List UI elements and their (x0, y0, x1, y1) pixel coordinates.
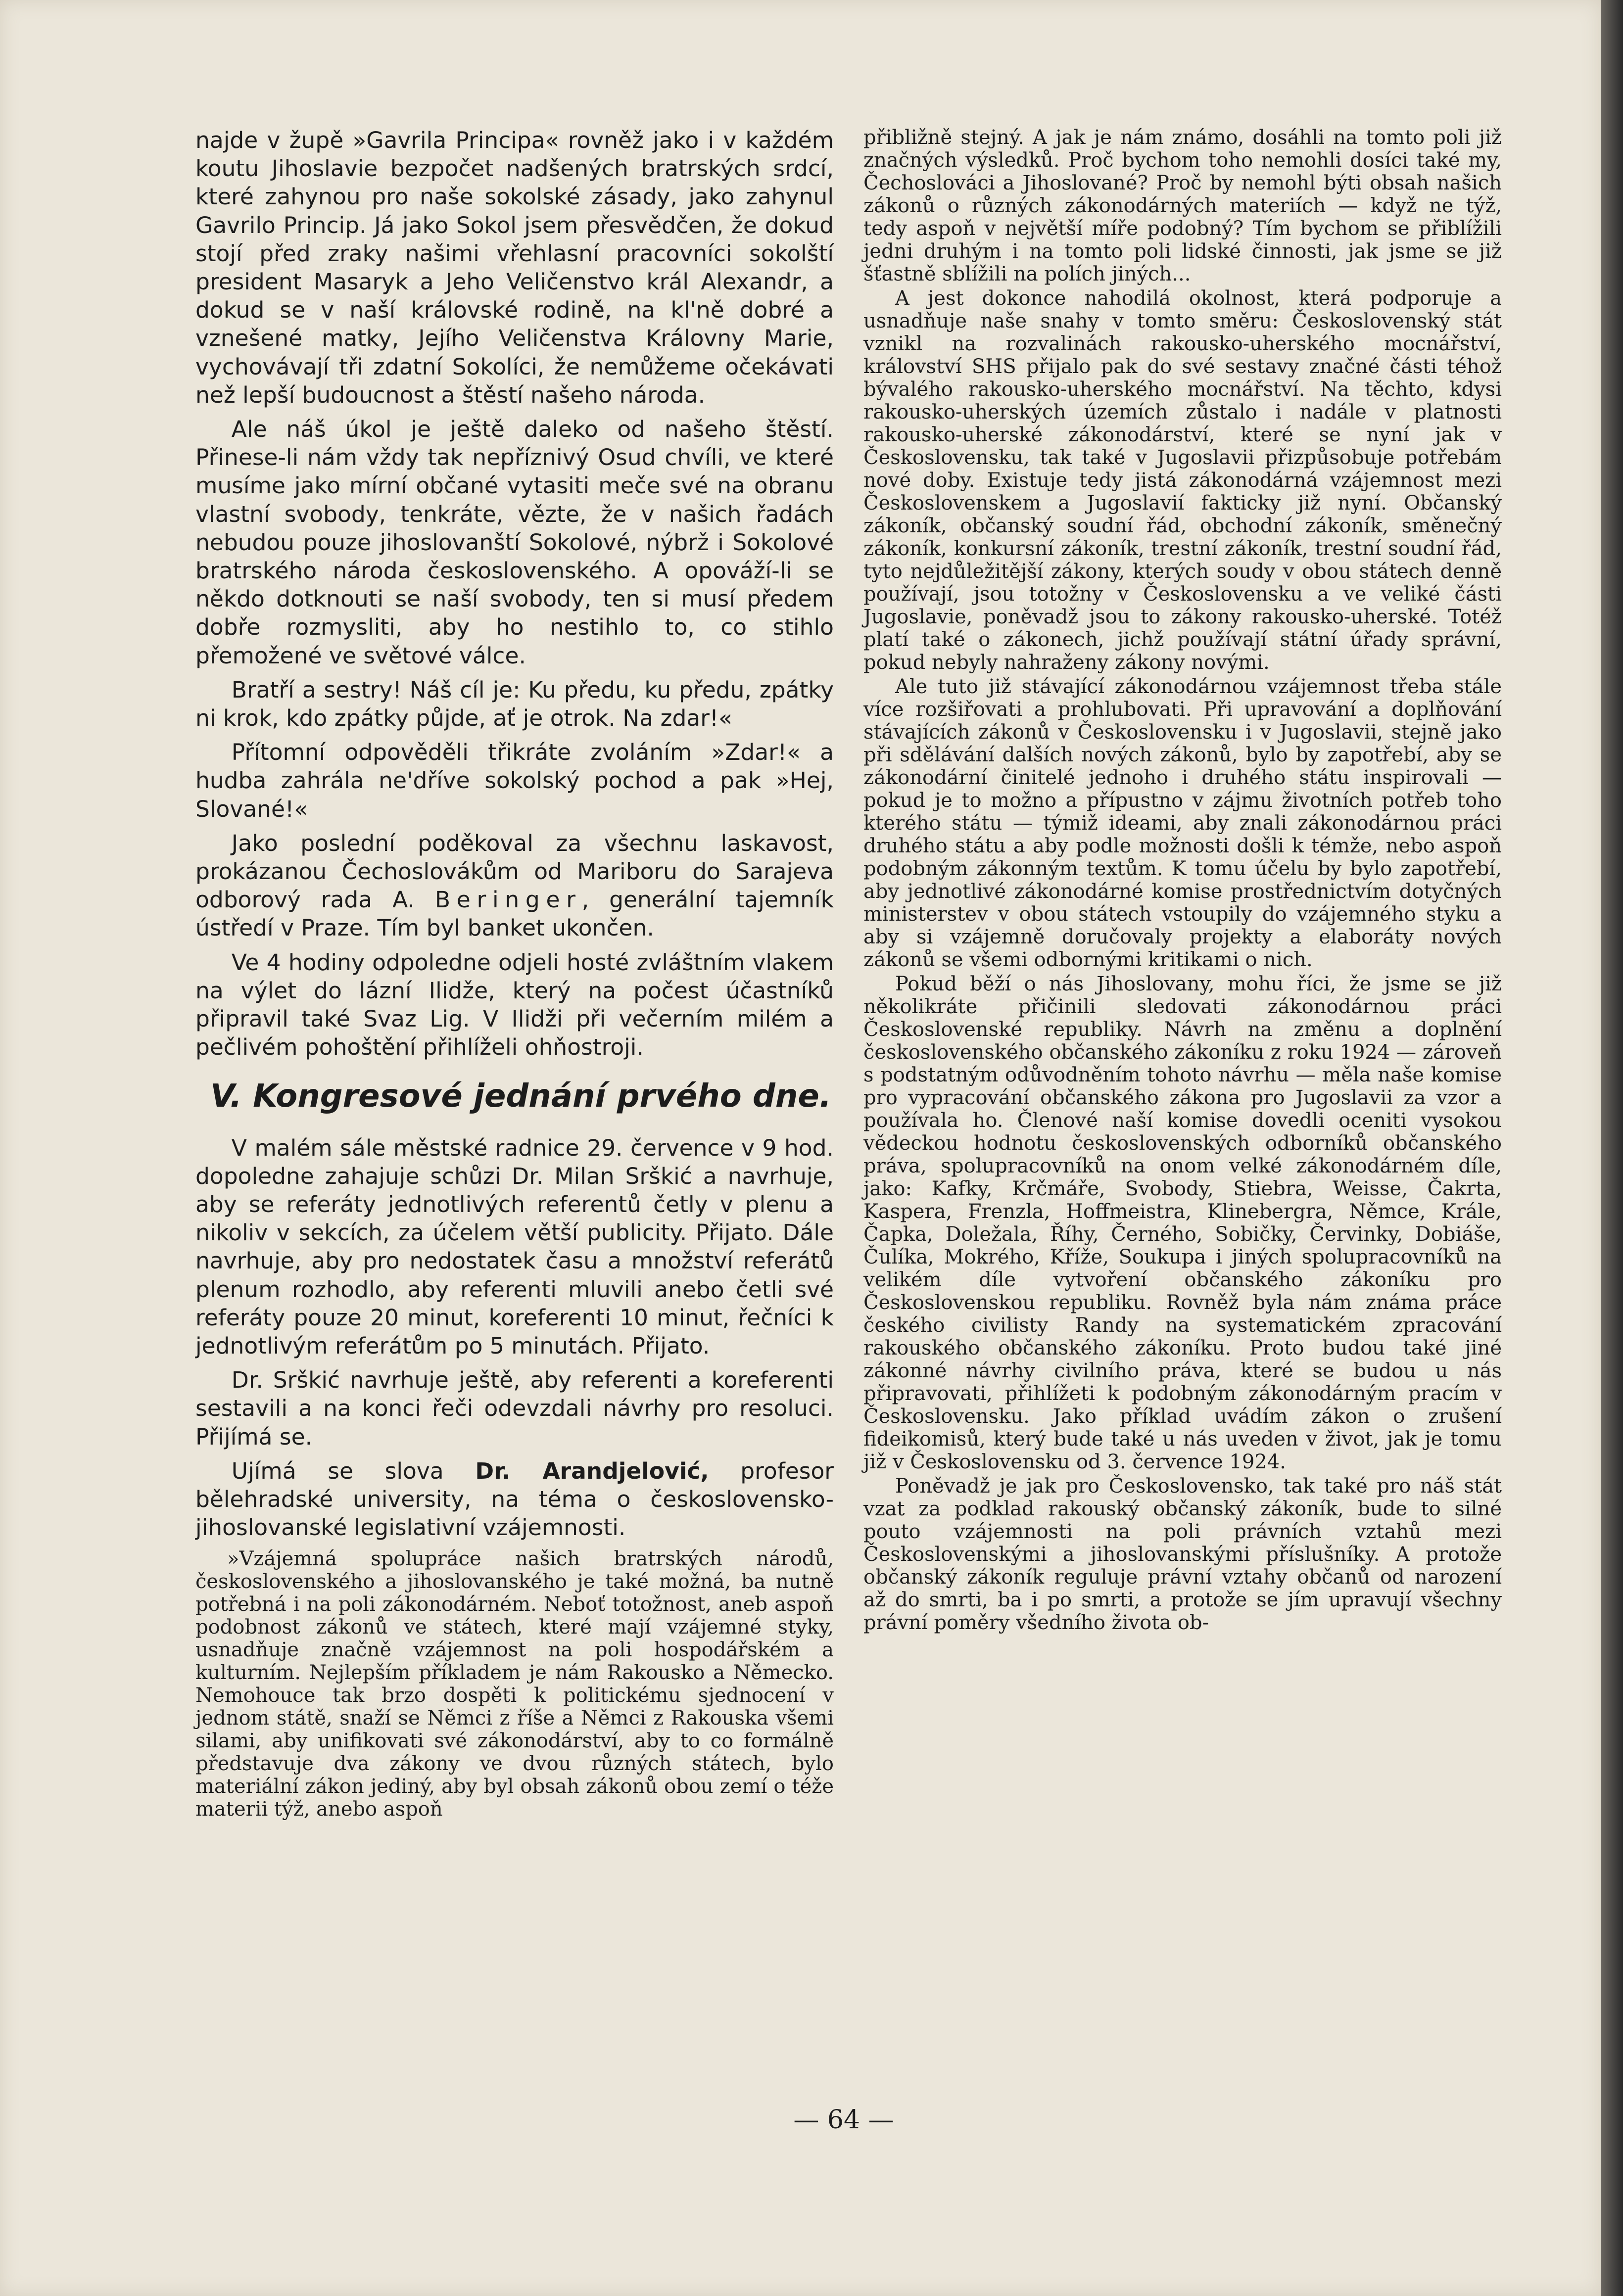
right-column (863, 126, 1502, 1636)
paragraph: Dr. Srškić navrhuje ještě, aby referenti a koreferenti sestavili a na konci řeči odevzdali návrhy pro resoluci. Přijímá se. (195, 1367, 834, 1450)
paragraph: Ve 4 hodiny odpoledne odjeli hosté zvláštním vlakem na výlet do lázní Ilidže, který na počest účastníků připravil také Svaz Lig. V Ilidži při večerním milém a pečlivém pohoštění přihlíželi ohňostroji. (195, 949, 834, 1061)
section-heading: V. Kongresové jednání prvého dne. (210, 1078, 832, 1115)
paragraph: Poněvadž je jak pro Československo, tak také pro náš stát vzat za podklad rakouský občanský zákoník, bude to silné pouto vzájemnosti na poli právních vztahů mezi Československými a jihoslovanskými příslušníky. A protože občanský zákoník reguluje právní vztahy občanů od narození až do smrti, ba i po smrti, a protože se jím upravují všechny právní poměry všedního života ob- (863, 1475, 1502, 1634)
paragraph: přibližně stejný. A jak je nám známo, dosáhli na tomto poli již značných výsledků. Proč bychom toho nemohli dosíci také my, Čechoslováci a Jihoslované? Proč by nemohl býti obsah našich zákonů o různých zákonodárných materiích — když ne týž, tedy aspoň v největší míře podobný? Tím bychom se přiblížili jedni druhým i na tomto poli lidské činnosti, jak jsme se již šťastně sblížili na polích jiných... (863, 126, 1502, 285)
paragraph (195, 1457, 834, 1542)
paragraph-text: profesor bělehradské university, na téma o československo-jihoslovanské legislativní vzájemnosti. (195, 1457, 834, 1541)
speech-quote: »Vzájemná spolupráce našich bratrských národů, československého a jihoslovanského je také možná, ba nutně potřebná i na poli zákonodárném. Neboť totožnost, aneb aspoň podobnost zákonů ve státech, které mají vzájemné styky, usnadňuje značně vzájemnost na poli hospodářském a kulturním. Nejlepším příkladem je nám Rakousko a Německo. Nemohouce tak brzo dospěti k politickému sjednocení v jednom státě, snaží se Němci z říše a Němci z Rakouska všemi silami, aby unifikovati své zákonodárství, aby to co formálně představuje dva zákony ve dvou různých státech, bylo materiální zákon jediný, aby byl obsah zákonů obou zemí o téže materii týž, anebo aspoň (195, 1547, 834, 1821)
paragraph: Ale tuto již stávající zákonodárnou vzájemnost třeba stále více rozšiřovati a prohlubovati. Při upravování a doplňování stávajících zákonů v Československu i v Jugoslavii, stejně jako při sdělávání dalších nových zákonů, bylo by zapotřebí, aby se zákonodární činitelé jednoho i druhého státu inspirovali — pokud je to možno a přípustno v zájmu životních potřeb toho kterého státu — týmiž ideami, aby znali zákonodárnou práci druhého státu a aby podle možnosti došli k témže, nebo aspoň podobným zákonným textům. K tomu účelu by bylo zapotřebí, aby jednotlivé zákonodárné komise prostřednictvím dotyčných ministerstev v obou státech vstoupily do vzájemného styku a aby si vzájemně doručovaly projekty a elaboráty nových zákonů se všemi odbornými kritikami o nich. (863, 675, 1502, 971)
paragraph: najde v župě »Gavrila Principa« rovněž jako i v každém koutu Jihoslavie bezpočet nadšených bratrských srdcí, které zahynou pro naše sokolské zásady, jako zahynul Gavrilo Princip. Já jako Sokol jsem přesvědčen, že dokud stojí před zraky našimi vřehlasní pracovníci sokolští president Masaryk a Jeho Veličenstvo král Alexandr, a dokud se v naší královské rodině, na kl'ně dobré a vznešené matky, Jejího Veličenstva Královny Marie, vychovávají tři zdatní Sokolíci, že nemůžeme očekávati než lepší budoucnost a štěstí našeho národa. (195, 127, 834, 408)
paragraph: Bratří a sestry! Náš cíl je: Ku předu, ku předu, zpátky ni krok, kdo zpátky půjde, ať je otrok. Na zdar!« (195, 676, 834, 732)
paragraph: V malém sále městské radnice 29. července v 9 hod. dopoledne zahajuje schůzi Dr. Milan Srškić a navrhuje, aby se referáty jednotlivých referentů četly v plenu a nikoliv v sekcích, za účelem větší publicity. Přijato. Dále navrhuje, aby pro nedostatek času a množství referátů plenum rozhodlo, aby referenti mluvili anebo četli své referáty pouze 20 minut, koreferenti 10 minut, řečníci k jednotlivým referátům po 5 minutách. Přijato. (195, 1134, 834, 1359)
paragraph: Přítomní odpověděli třikráte zvoláním »Zdar!« a hudba zahrála ne'dříve sokolský pochod a pak »Hej, Slované!« (195, 739, 834, 822)
paragraph: Pokud běží o nás Jihoslovany, mohu říci, že jsme se již několikráte přičinili sledovati zákonodárnou práci Československé republiky. Návrh na změnu a doplnění československého občanského zákoníku z roku 1924 — zároveň s podstatným odůvodněním tohoto návrhu — měla naše komise pro vypracování občanského zákona pro Jugoslavii za vzor a používala ho. Členové naší komise dovedli oceniti vysokou vědeckou hodnotu československých odborníků občanského práva, spolupracovníků na onom velké zákonodárném díle, jako: Kafky, Krčmáře, Svobody, Stiebra, Weisse, Čakrta, Kaspera, Frenzla, Hoffmeistra, Klinebergra, Němce, Krále, Čapka, Doležala, Říhy, Černého, Sobičky, Červinky, Dobiáše, Čulíka, Mokrého, Kříže, Soukupa i jiných spolupracovníků na velikém díle vytvoření občanského zákoníku pro Československou republiku. Rovněž byla nám známa práce českého civilisty Randy na systematickém zpracování rakouského občanského zákoníku. Proto budou také jiné zákonné návrhy civilního práva, které se budou u nás připravovati, přihlížeti k podobným zákonodárným pracím v Československu. Jako příklad uvádím zákon o zrušení fideikomisů, který bude také u nás uveden v život, jak je tomu již v Československu od 3. července 1924. (863, 973, 1502, 1473)
paragraph-text: Ujímá se slova (231, 1457, 444, 1484)
page-edge-shadow (1601, 0, 1623, 2296)
paragraph-text: , generální tajemník ústředí v Praze. Tím byl banket ukončen. (195, 887, 834, 941)
speaker-name: Dr. Arandjelović, (475, 1457, 709, 1484)
paragraph-text: Jako poslední poděkoval za všechnu laskavost, prokázanou Čechoslovákům od Mariboru do Sarajeva odborový rada A. (195, 830, 834, 913)
person-name: Beringer (434, 887, 582, 913)
paragraph: A jest dokonce nahodilá okolnost, která podporuje a usnadňuje naše snahy v tomto směru: Československý stát vznikl na rozvalinách rakousko-uherského mocnářství, království SHS přijalo pak do své sestavy značné části téhož bývalého rakousko-uherského mocnářství. Na těchto, kdysi rakousko-uherských územích zůstalo i nadále v platnosti rakousko-uherské zákonodárství, které se nyní jak v Československu, tak také v Jugoslavii přizpůsobuje potřebám nové doby. Existuje tedy jistá zákonodárná vzájemnost mezi Československem a Jugoslavií fakticky již nyní. Občanský zákoník, občanský soudní řád, obchodní zákoník, směnečný zákoník, konkursní zákoník, trestní zákoník, trestní soudní řád, tyto nejdůležitější zákony, kterých soudy v obou státech denně používají, jsou totožny v Československu a ve veliké části Jugoslavie, poněvadž jsou to zákony rakousko-uherské. Totéž platí také o zákonech, jichž používají státní úřady správní, pokud nebyly nahraženy zákony novými. (863, 287, 1502, 674)
paragraph (195, 829, 834, 942)
left-column (195, 126, 834, 1827)
page-number: — 64 — (793, 2105, 894, 2135)
paragraph: Ale náš úkol je ještě daleko od našeho štěstí. Přinese-li nám vždy tak nepříznivý Osud chvíli, ve které musíme jako mírní občané vytasiti meče své na obranu vlastní svobody, tenkráte, vězte, že v našich řadách nebudou pouze jihoslovanští Sokolové, nýbrž i Sokolové bratrského národa československého. A opováží-li se někdo dotknouti se naší svobody, ten si musí předem dobře rozmysliti, aby ho nestihlo to, co stihlo přemožené ve světové válce. (195, 416, 834, 669)
